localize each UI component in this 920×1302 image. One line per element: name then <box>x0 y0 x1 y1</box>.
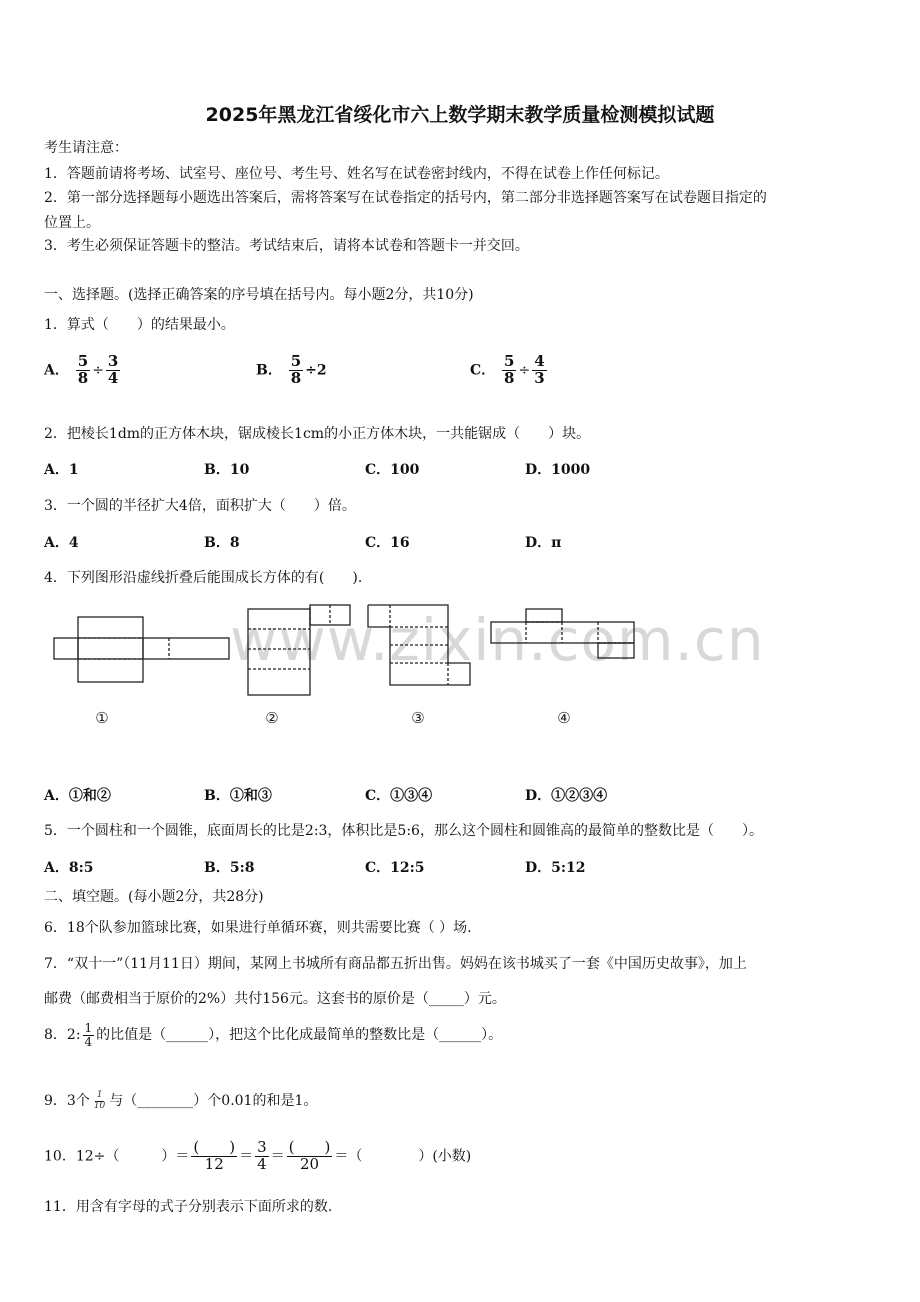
q7-line2: 邮费（邮费相当于原价的2%）共付156元。这套书的原价是（_____）元。 <box>44 991 506 1007</box>
fraction: $\frac{5}{8}$ <box>77 352 89 387</box>
fraction: $\frac{3}{4}$ <box>257 1138 267 1173</box>
q1-option-a: A． $\frac{5}{8}$ ÷ $\frac{3}{4}$ <box>44 352 119 387</box>
q5-option-d: D．5:12 <box>525 860 586 876</box>
q3-option-d: D．π <box>525 535 562 551</box>
fraction: $\frac{5}{8}$ <box>504 352 515 387</box>
notice-heading: 考生请注意： <box>44 140 128 156</box>
q5-option-a: A．8:5 <box>44 860 94 876</box>
q1-option-c: C． $\frac{5}{8}$ ÷ $\frac{4}{3}$ <box>470 352 545 387</box>
fraction: $\frac{3}{4}$ <box>107 352 119 387</box>
fraction: $\frac{4}{3}$ <box>534 352 545 387</box>
net-label-1: ① <box>95 709 109 727</box>
page-title: 2025年黑龙江省绥化市六上数学期末教学质量检测模拟试题 <box>205 104 715 126</box>
notice-item-3: 3．考生必须保证答题卡的整洁。考试结束后，请将本试卷和答题卡一并交回。 <box>44 238 529 254</box>
watermark: www.zixin.com.cn <box>230 606 765 674</box>
q4-stem: 4．下列图形沿虚线折叠后能围成长方体的有( ). <box>44 570 363 586</box>
fraction: $\frac{1}{10}$ <box>93 1090 106 1111</box>
q4-option-a: A．①和② <box>44 788 111 804</box>
q4-option-b: B．①和③ <box>204 788 272 804</box>
q5-stem: 5．一个圆柱和一个圆锥，底面周长的比是2:3，体积比是5:6，那么这个圆柱和圆锥高的最简单的整数比是（ ）。 <box>44 823 763 839</box>
q3-option-b: B．8 <box>204 535 240 551</box>
q2-stem: 2．把棱长1dm的正方体木块，锯成棱长1cm的小正方体木块，一共能锯成（ ）块。 <box>44 426 591 442</box>
q10: 10．12÷（ ）＝ $\frac{( )}{12}$ ＝ $\frac{3}{4}$ ＝ $\frac{( )}{20}$ ＝（ ）(小数) <box>44 1138 472 1173</box>
q2-option-a: A．1 <box>44 462 79 478</box>
q8: 8．2: $\frac{1}{4}$ 的比值是（______），把这个比化成最简单的整数比是（______）。 <box>44 1021 503 1049</box>
section2-title: 二、填空题。(每小题2分，共28分) <box>44 889 264 905</box>
q4-option-d: D．①②③④ <box>525 788 608 804</box>
q4-option-c: C．①③④ <box>365 788 433 804</box>
net-figures <box>44 595 644 740</box>
q2-option-c: C．100 <box>365 462 420 478</box>
q11-text: 11．用含有字母的式子分别表示下面所求的数. <box>44 1199 333 1215</box>
q3-stem: 3．一个圆的半径扩大4倍，面积扩大（ ）倍。 <box>44 498 356 514</box>
net-figure-4 <box>491 609 634 658</box>
net-figure-2 <box>248 605 350 695</box>
notice-item-2: 2．第一部分选择题每小题选出答案后，需将答案写在试卷指定的括号内，第二部分非选择题答案写在试卷题目指定的 <box>44 190 767 206</box>
q3-option-c: C．16 <box>365 535 410 551</box>
q1-stem: 1．算式（ ）的结果最小。 <box>44 317 235 333</box>
q1-option-b: B． $\frac{5}{8}$ ÷2 <box>256 352 327 387</box>
q6-text: 6．18个队参加篮球比赛，如果进行单循环赛，则共需要比赛（ ）场. <box>44 920 472 936</box>
net-label-3: ③ <box>411 709 425 727</box>
q1-option-a-label: A． <box>44 362 69 379</box>
q5-option-b: B．5:8 <box>204 860 255 876</box>
fraction: $\frac{( )}{12}$ <box>193 1138 236 1173</box>
net-figure-3 <box>368 605 470 685</box>
q7-line1: 7．“双十一”（11月11日）期间，某网上书城所有商品都五折出售。妈妈在该书城买了一套《中国历史故事》，加上 <box>44 956 747 972</box>
notice-item-2-cont: 位置上。 <box>44 215 100 231</box>
net-label-2: ② <box>265 709 279 727</box>
section1-title: 一、选择题。(选择正确答案的序号填在括号内。每小题2分，共10分) <box>44 287 474 303</box>
q9: 9．3个 $\frac{1}{10}$ 与（________）个0.01的和是1。 <box>44 1090 318 1111</box>
q2-option-d: D．1000 <box>525 462 591 478</box>
q3-option-a: A．4 <box>44 535 79 551</box>
fraction: $\frac{5}{8}$ <box>290 352 302 387</box>
fraction: $\frac{1}{4}$ <box>84 1021 93 1049</box>
net-label-4: ④ <box>557 709 571 727</box>
notice-item-1: 1．答题前请将考场、试室号、座位号、考生号、姓名写在试卷密封线内，不得在试卷上作任何标记。 <box>44 166 669 182</box>
q1-option-b-label: B． <box>256 362 282 379</box>
q2-option-b: B．10 <box>204 462 250 478</box>
fraction: $\frac{( )}{20}$ <box>288 1138 331 1173</box>
net-figure-1 <box>54 617 229 682</box>
q5-option-c: C．12:5 <box>365 860 425 876</box>
q1-option-c-label: C． <box>470 362 496 379</box>
